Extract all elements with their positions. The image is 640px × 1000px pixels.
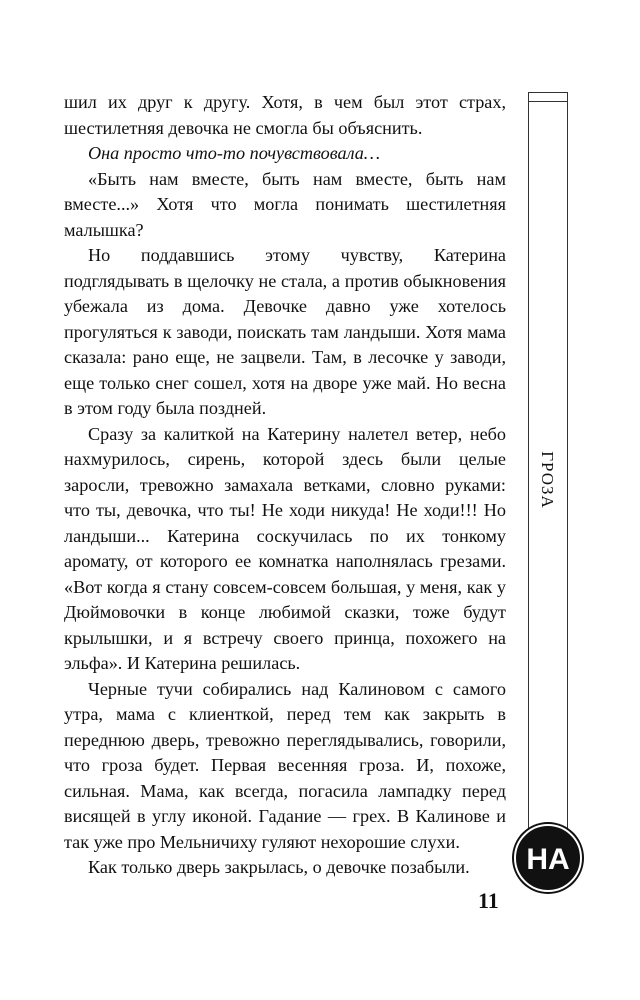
side-title: ГРОЗА <box>538 451 557 509</box>
paragraph: Черные тучи собирались над Калиновом с самого утра, мама с клиенткой, перед тем как закрыть в переднюю дверь, тревожно переглядывались, говорили, что гроза будет. Первая весенняя гроза. И, похоже, сильная. Мама, как всегда, погасила лампадку перед висящей в углу иконой. Гадание — грех. В Калинове и так уже про Мельничиху гуляют нехорошие слухи. <box>64 678 506 852</box>
paragraph: шил их друг к другу. Хотя, в чем был этот страх, шестилетняя девочка не смогла бы объяснить. <box>64 92 506 138</box>
paragraph: Сразу за калиткой на Катерину налетел ветер, небо нахмурилось, сирень, которой здесь были целые заросли, тревожно замахала ветками, словно руками: что ты, девочка, что ты! Не ходи никуда! Не ходи!!! Но ландыши... Катерина соскучилась по их тонкому аромату, от которого ее комнатка наполнялась грезами. «Вот когда я стану совсем-совсем большая, у меня, как у Дюймовочки в конце любимой сказки, тоже будут крылышки, и я встречу своего принца, похожего на эльфа». И Катерина решилась. <box>64 423 506 673</box>
paragraph-italic: Она просто что-то почувствовала… <box>88 143 381 163</box>
page-text <box>64 90 506 881</box>
logo-letters: НА <box>526 843 570 876</box>
publisher-logo-icon <box>512 822 584 894</box>
paragraph: Как только дверь закрылась, о девочке позабыли. <box>88 857 470 877</box>
side-tab-divider <box>529 101 567 102</box>
logo-graphic <box>512 822 584 894</box>
paragraph: «Быть нам вместе, быть нам вместе, быть нам вместе...» Хотя что могла понимать шестилетняя малышка? <box>64 168 506 240</box>
paragraph: Но поддавшись этому чувству, Катерина подглядывать в щелочку не стала, а против обыкновения убежала из дома. Девочке давно уже хотелось прогуляться к заводи, поискать там ландыши. Хотя мама сказала: рано еще, не зацвели. Там, в лесочке у заводи, еще только снег сошел, хотя на дворе уже май. Но весна в этом году была поздней. <box>64 245 506 418</box>
page-number: 11 <box>478 888 499 913</box>
